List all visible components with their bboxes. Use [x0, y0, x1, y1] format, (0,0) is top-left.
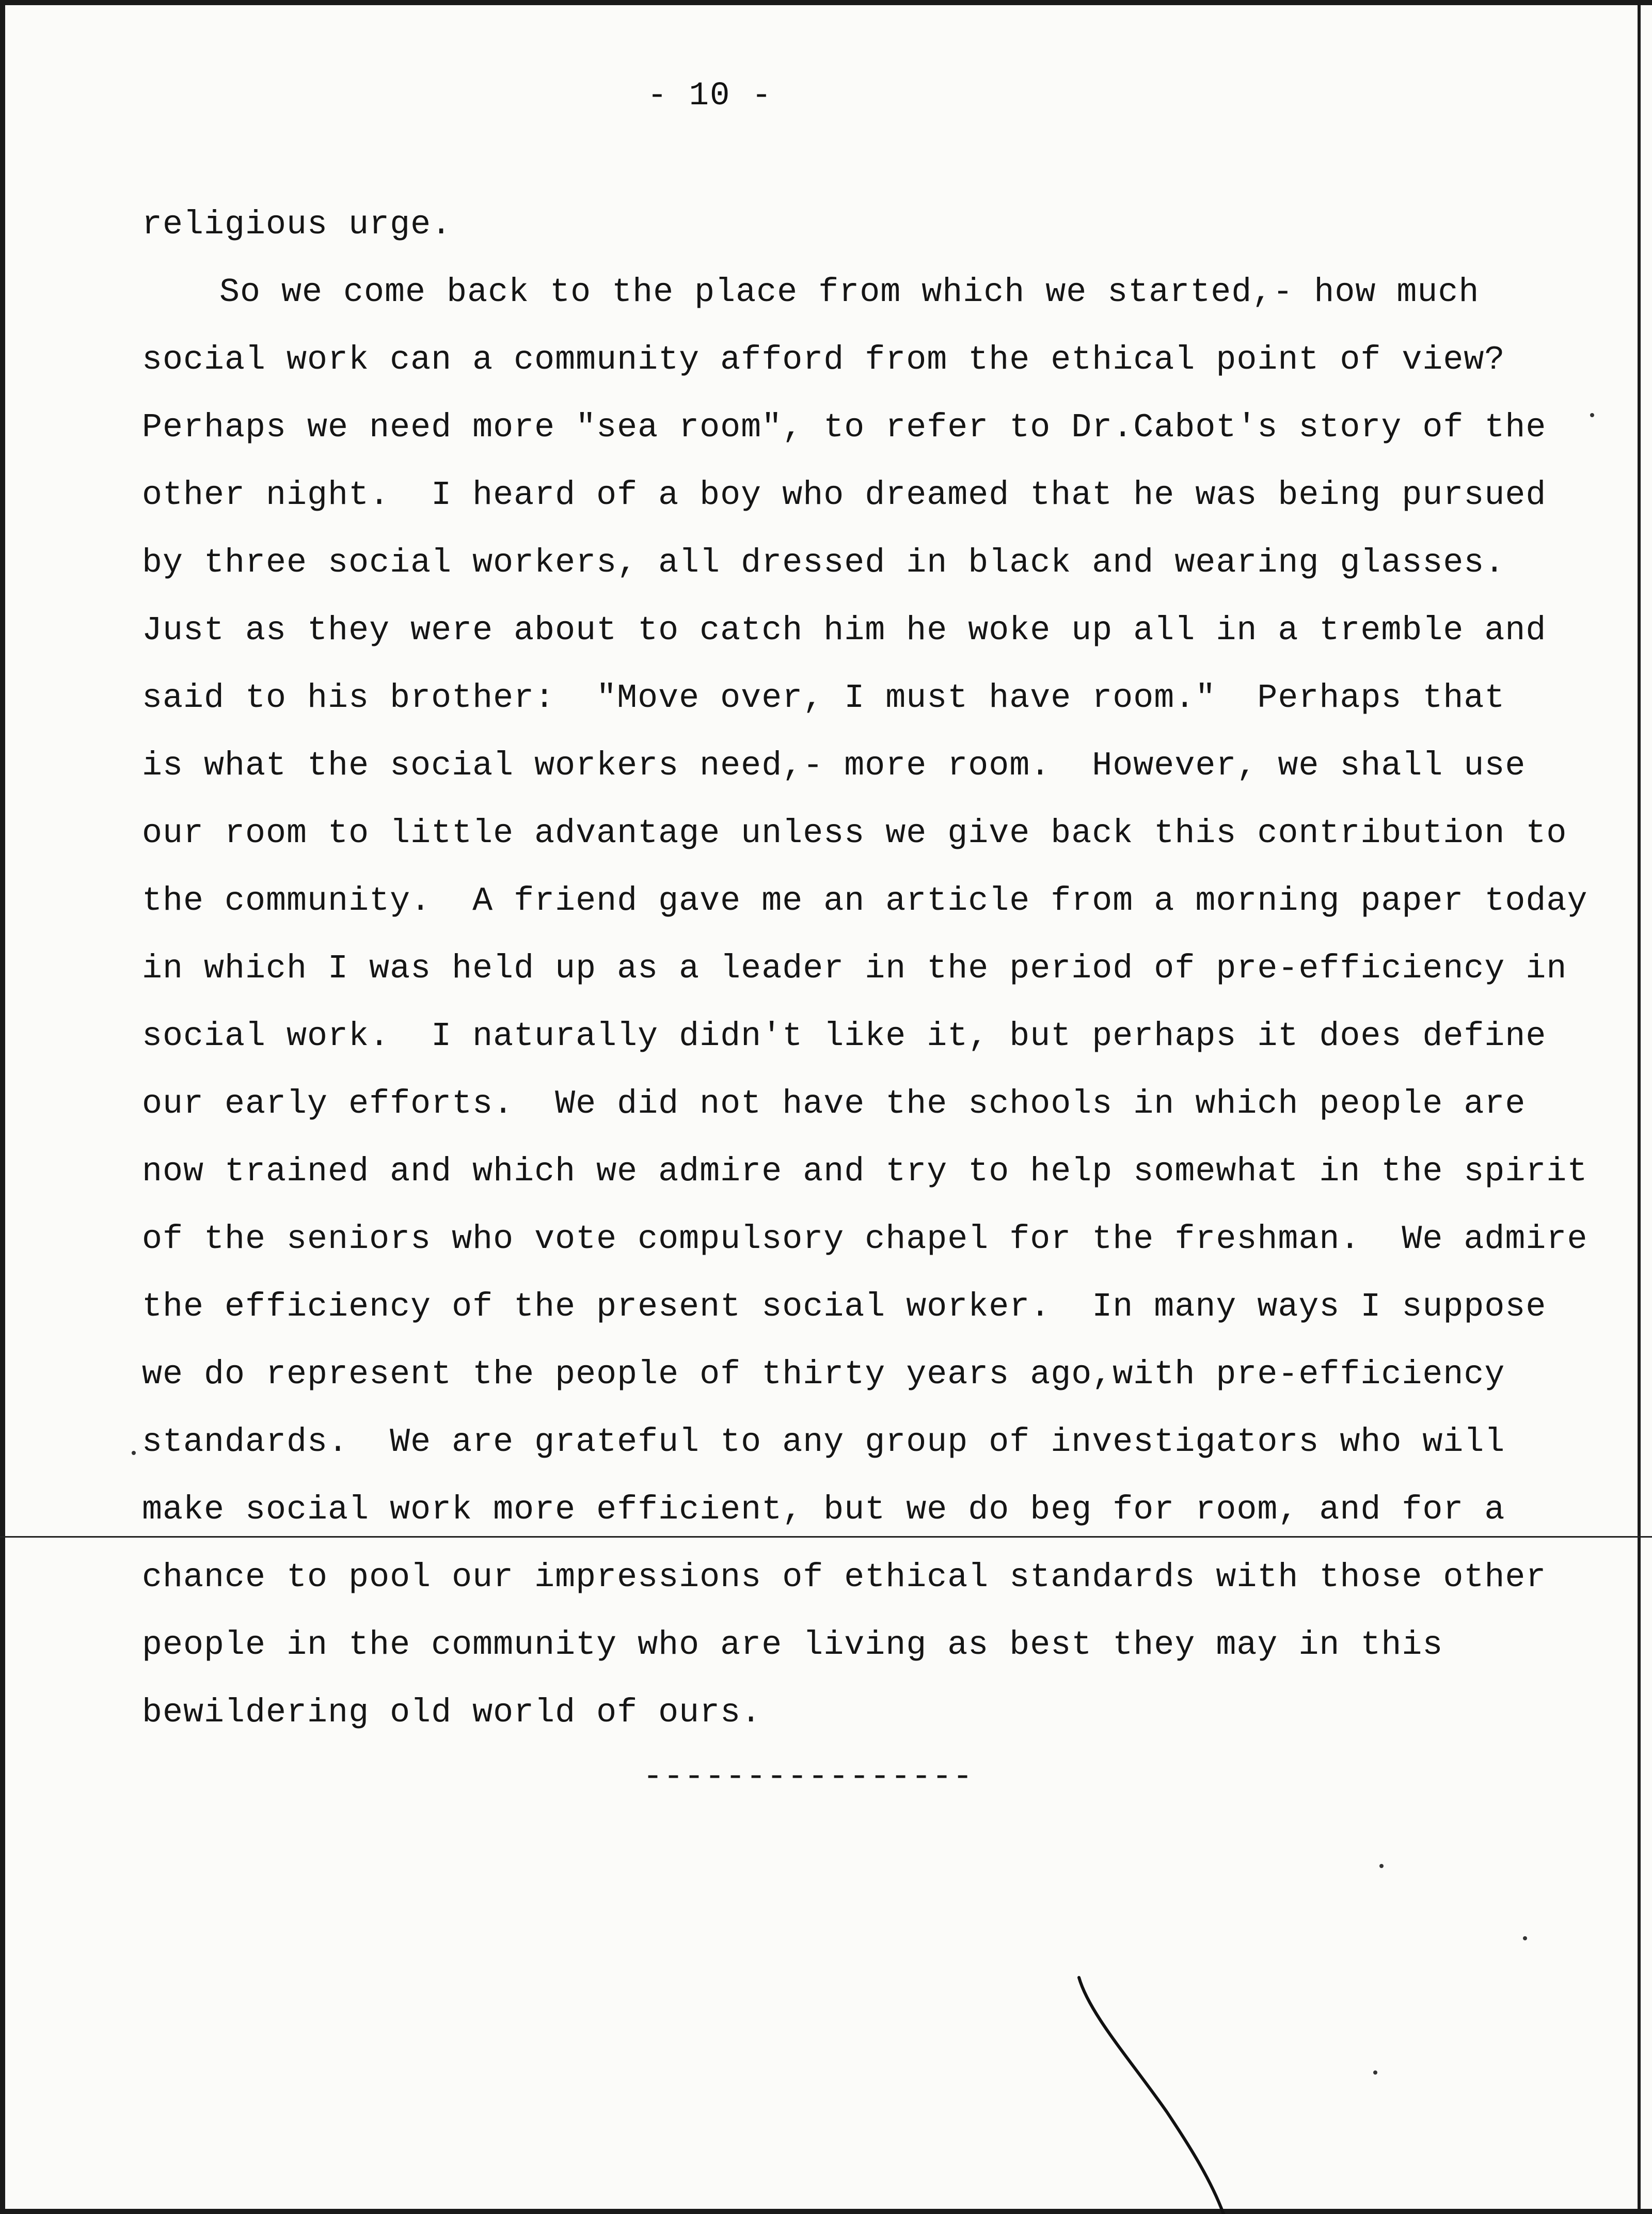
text-line: the efficiency of the present social worker. In many ways I suppose — [142, 1288, 1547, 1326]
ink-speck — [1590, 413, 1594, 417]
text-line: our room to little advantage unless we give back this contribution to — [142, 814, 1567, 852]
text-line: of the seniors who vote compulsory chapel for the freshman. We admire — [142, 1220, 1588, 1258]
scan-border-right — [1638, 0, 1641, 2214]
page-number: - 10 - — [647, 77, 773, 115]
text-line: social work can a community afford from the ethical point of view? — [142, 341, 1505, 379]
ink-speck — [132, 1451, 136, 1455]
scan-border-left — [0, 0, 5, 2214]
text-line: said to his brother: "Move over, I must have room." Perhaps that — [142, 679, 1505, 717]
scan-border-bottom — [0, 2209, 1652, 2214]
text-line: bewildering old world of ours. — [142, 1694, 762, 1732]
text-line: religious urge. — [142, 205, 452, 244]
ink-speck — [1379, 1864, 1384, 1868]
text-line: is what the social workers need,- more room. However, we shall use — [142, 747, 1526, 785]
text-line: now trained and which we admire and try to help somewhat in the spirit — [142, 1152, 1588, 1191]
text-line: social work. I naturally didn't like it, but perhaps it does define — [142, 1017, 1547, 1055]
scan-border-top — [0, 0, 1652, 5]
text-line: other night. I heard of a boy who dreamed that he was being pursued — [142, 476, 1547, 514]
text-line: Perhaps we need more "sea room", to refer to Dr.Cabot's story of the — [142, 408, 1547, 447]
pen-mark — [1069, 1972, 1239, 2214]
text-line: our early efforts. We did not have the schools in which people are — [142, 1085, 1526, 1123]
ink-speck — [1523, 1936, 1527, 1940]
text-line: we do represent the people of thirty years ago,with pre-efficiency — [142, 1355, 1505, 1394]
text-line: So we come back to the place from which we started,- how much — [219, 273, 1480, 311]
text-line: people in the community who are living as best they may in this — [142, 1626, 1443, 1664]
text-line: by three social workers, all dressed in black and wearing glasses. — [142, 544, 1505, 582]
text-line: standards. We are grateful to any group of investigators who will — [142, 1423, 1505, 1461]
text-line: chance to pool our impressions of ethical standards with those other — [142, 1558, 1547, 1596]
end-of-text-rule: ---------------- — [643, 1758, 974, 1796]
ink-speck — [1373, 2070, 1377, 2075]
text-line: make social work more efficient, but we do beg for room, and for a — [142, 1491, 1505, 1529]
typed-body-text — [142, 191, 1588, 1747]
text-line: in which I was held up as a leader in the period of pre-efficiency in — [142, 950, 1567, 988]
text-line: Just as they were about to catch him he woke up all in a tremble and — [142, 611, 1547, 650]
text-line: the community. A friend gave me an article from a morning paper today — [142, 882, 1588, 920]
